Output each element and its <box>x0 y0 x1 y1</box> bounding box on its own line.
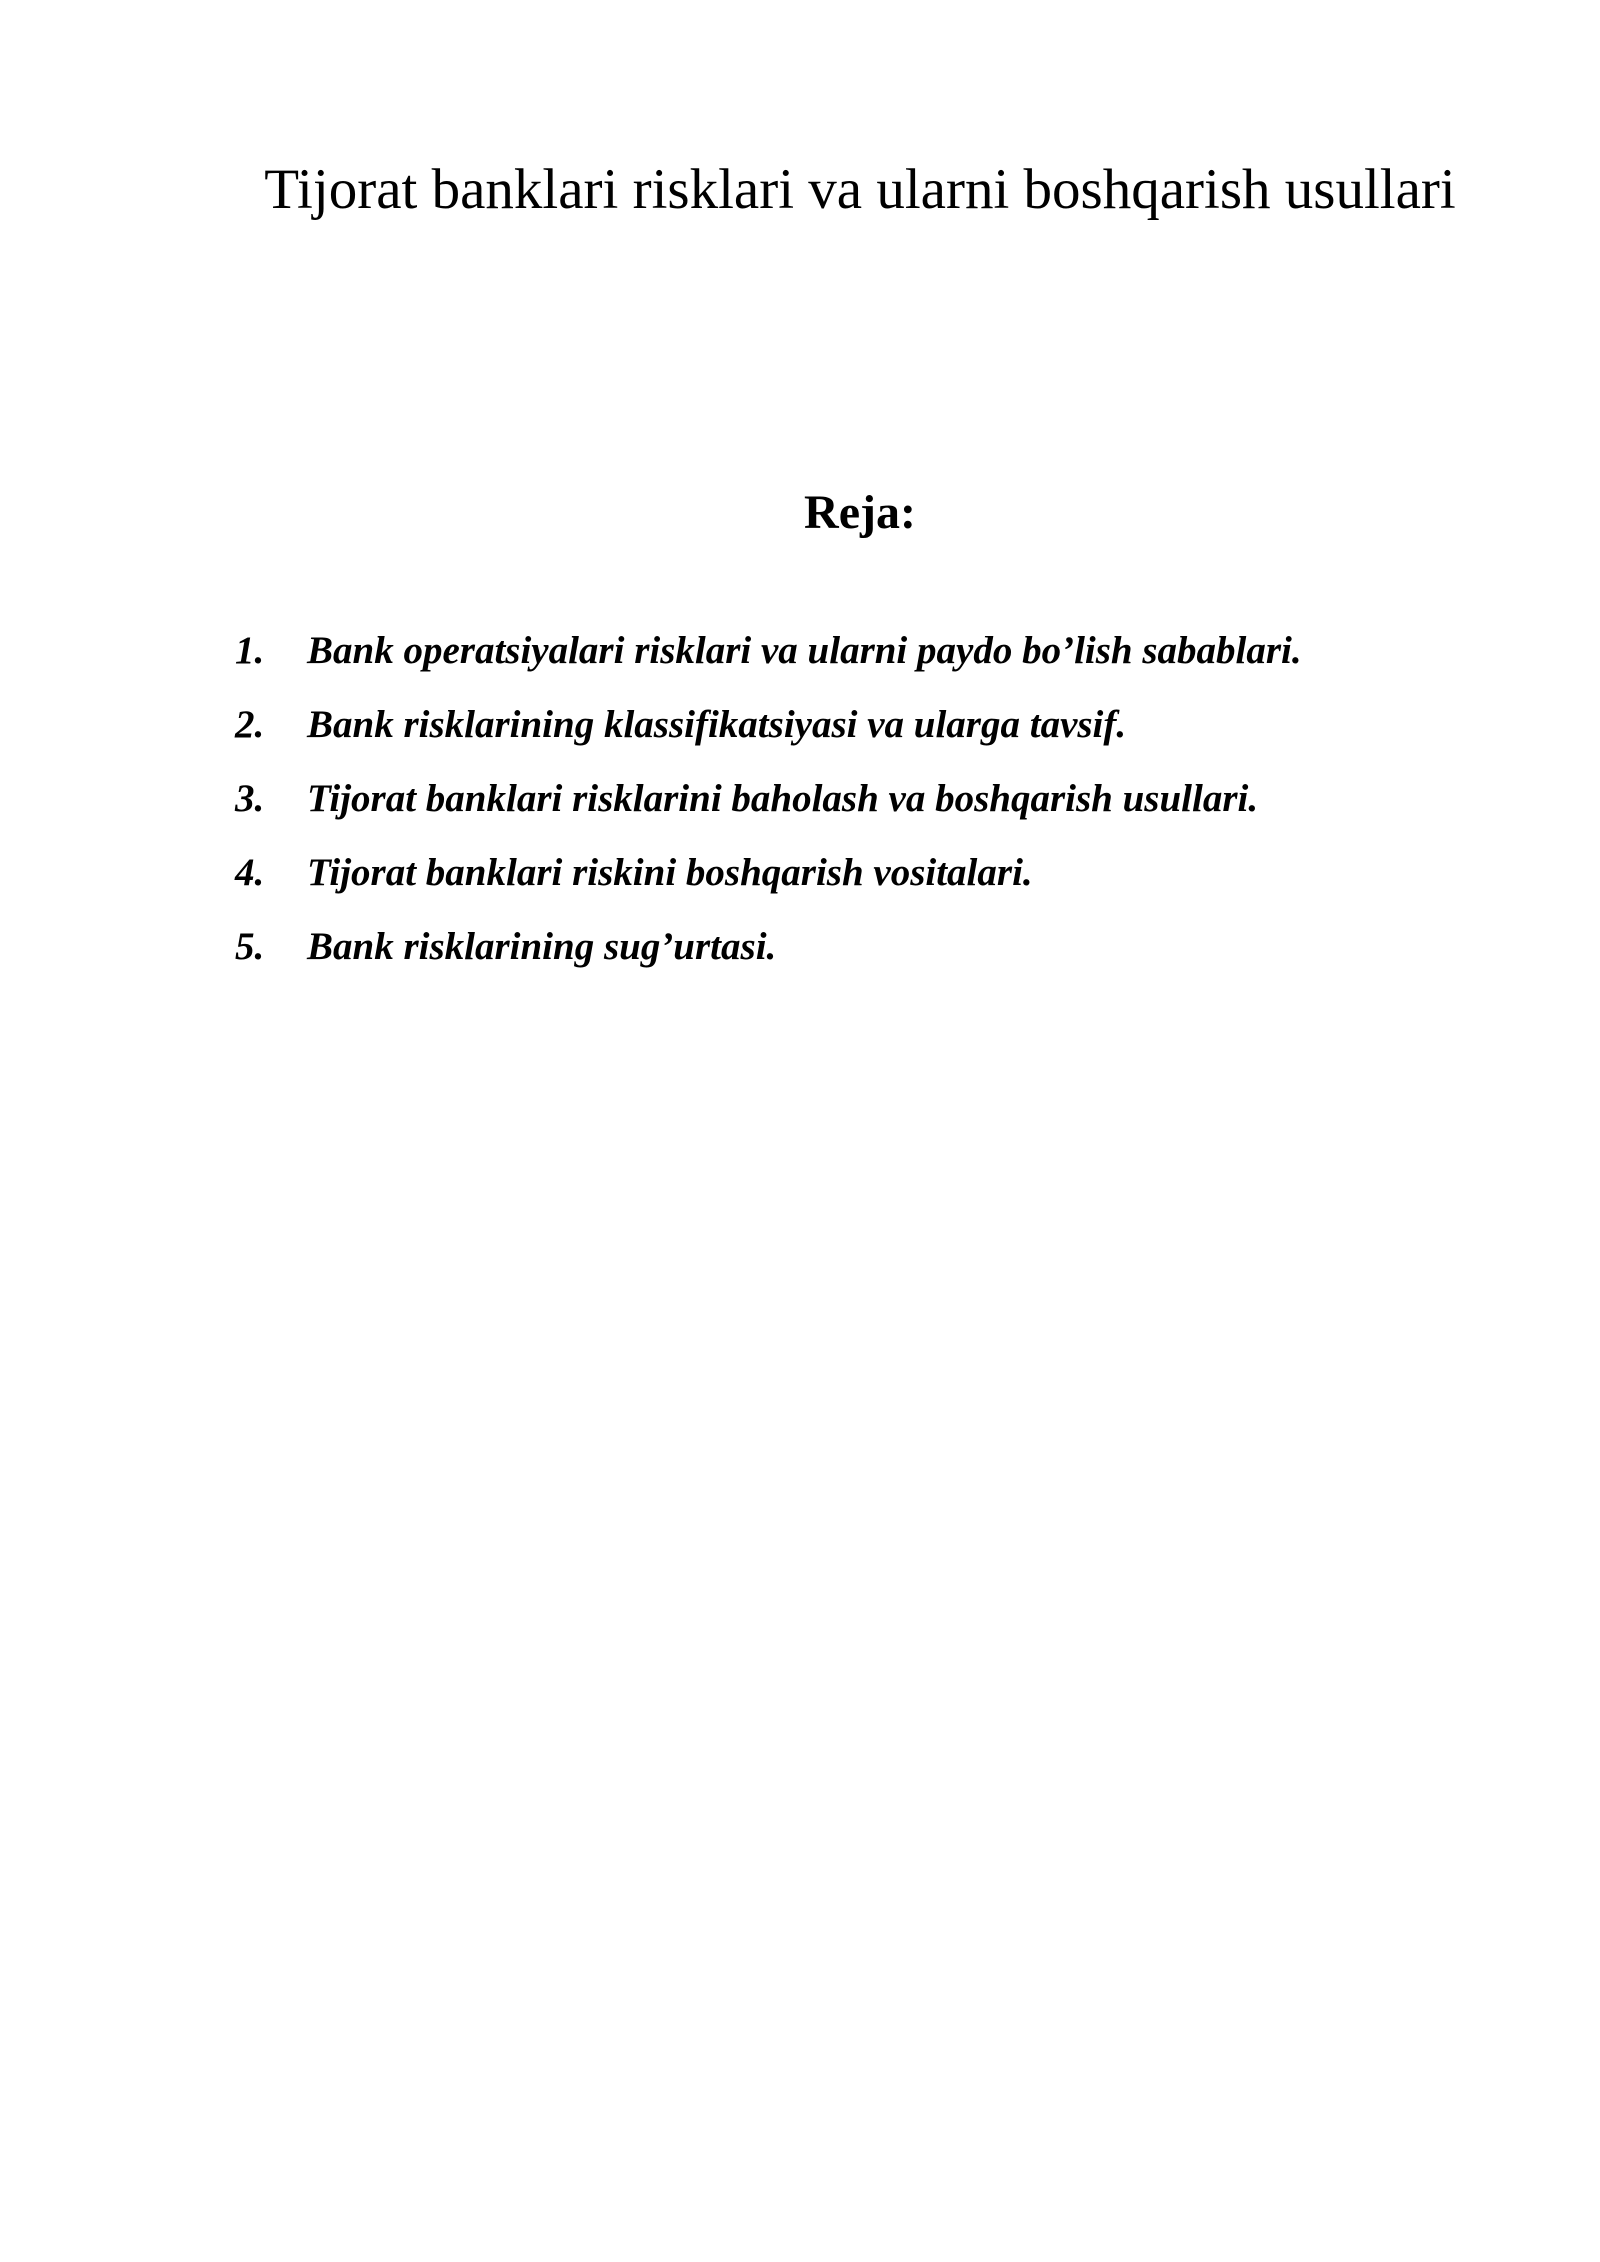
plan-item <box>235 702 1302 776</box>
plan-item-number: 5. <box>235 925 265 968</box>
plan-item-number: 2. <box>235 703 265 746</box>
plan-list <box>235 628 1302 998</box>
plan-item-text: Bank operatsiyalari risklari va ularni paydo bo’lish sabablari. <box>307 629 1302 672</box>
plan-item <box>235 850 1302 924</box>
plan-item <box>235 628 1302 702</box>
document-title: Tijorat banklari risklari va ularni boshqarish usullari <box>264 158 1456 221</box>
plan-item-text: Bank risklarining sug’urtasi. <box>307 925 777 968</box>
plan-item-number: 4. <box>235 851 265 894</box>
plan-item <box>235 924 1302 998</box>
plan-item-text: Tijorat banklari riskini boshqarish vositalari. <box>307 851 1033 894</box>
plan-heading: Reja: <box>804 486 916 539</box>
plan-item-number: 1. <box>235 629 265 672</box>
plan-item-text: Tijorat banklari risklarini baholash va boshqarish usullari. <box>307 777 1259 820</box>
plan-item-number: 3. <box>235 777 265 820</box>
plan-item-text: Bank risklarining klassifikatsiyasi va ularga tavsif. <box>307 703 1127 746</box>
plan-item <box>235 776 1302 850</box>
